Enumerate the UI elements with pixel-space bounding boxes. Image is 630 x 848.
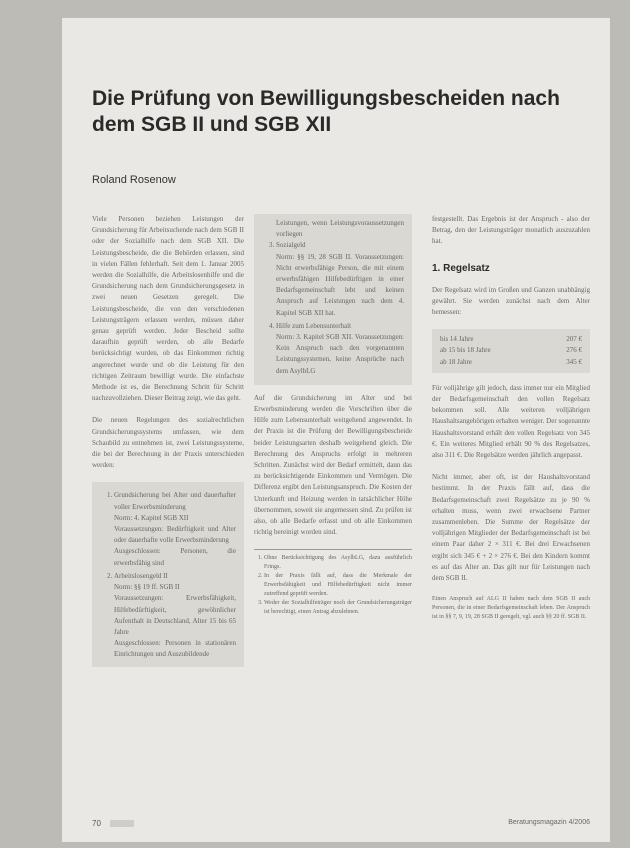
text-column-left xyxy=(92,214,244,675)
document-page xyxy=(62,18,610,842)
table-row: ab 15 bis 18 Jahre 276 € xyxy=(440,346,582,355)
body-paragraph: Nicht immer, aber oft, ist der Haushaltsvorstand bestimmt. In der Praxis fällt auf, dass die Bedarfsgemeinschaft zwei Regelsätze zu je 90 % erhalten muss, wenn zwei erwachsene Partner zusammenleben. Die Summe der Regelsätze der volljährigen Mitglieder der Bedarfsgemeinschaft ist bei einem Paar daher 2 × 311 €. Bei drei Erwachsenen ergibt sich 345 € + 2 × 276 €. Bei den Kindern kommt es auf das Alter an. Das gilt nur für Leistungen nach dem SGB II. xyxy=(432,473,590,583)
page-number-marker xyxy=(110,820,134,827)
footnote: Einen Anspruch auf ALG II haben nach dem SGB II auch Personen, die in einer Bedarfsgemeinschaft leben. Der Anspruch ist in §§ 7, 9, 19, 28 SGB II geregelt, vgl. auch §§ 20 ff. SGB II. xyxy=(432,596,590,621)
body-paragraph: Für volljährige gilt jedoch, dass immer nur ein Mitglied der Bedarfsgemeinschaft den vollen Regelsatz bekommen soll. Alle weiteren volljährigen Haushaltsangehörigen erhalten weniger. Der sogenannte Haushaltsvorstand erhält den vollen Regelsatz von 345 €. Ein weiteres Mitglied erhält 90 % des Regelsatzes, also 311 €. Die Regelsätze werden jährlich angepasst. xyxy=(432,383,590,460)
text-column-middle xyxy=(254,214,412,617)
footnote: 1. Ohne Berücksichtigung des AsylbLG, dazu ausführlich Frings. xyxy=(264,554,412,572)
article-title: Die Prüfung von Bewilligungsbescheiden nach dem SGB II und SGB XII xyxy=(92,87,560,136)
body-paragraph: Der Regelsatz wird im Großen und Ganzen unabhängig gewährt. Sie werden zunächst nach dem Alter bemessen: xyxy=(432,285,590,317)
list-item: 1. Grundsicherung bei Alter und dauerhafter voller Erwerbsminderung Norm: 4. Kapitel SGB XII Voraussetzungen: Bedürftigkeit und Alter oder dauerhafte volle Erwerbsminderung Ausgeschlossen: Personen, die erwerbsfähig sind xyxy=(114,490,236,568)
list-item: 3. Sozialgeld Norm: §§ 19, 28 SGB II. Voraussetzungen: Nicht erwerbsfähige Person, die mit einem erwerbsfähigen Hilfebedürftigen in einer Bedarfsgemeinschaft lebt und keinen Anspruch auf Leistungen nach dem 4. Kapitel SGB XII hat. xyxy=(276,240,404,318)
text-column-right xyxy=(432,214,590,622)
footnote: 2. In der Praxis fällt auf, dass die Merkmale der Erwerbsfähigkeit und Hilfebedürftigkeit nicht immer zutreffend geprüft werden. xyxy=(264,572,412,599)
journal-footer: Beratungsmagazin 4/2006 xyxy=(508,819,590,826)
author-name: Roland Rosenow xyxy=(92,174,176,186)
body-paragraph: Auf die Grundsicherung im Alter und bei Erwerbsminderung werden die Vorschriften über die Hilfe zum Lebensunterhalt weitgehend angewendet. In der Praxis ist die Prüfung der Bewilligungsbescheide beider Leistungsarten deshalb weitgehend gleich. Die Berechnung des Anspruchs erfolgt in mehreren Schritten. Zunächst wird der Bedarf ermittelt, dann das zu berücksichtigende Einkommen und Vermögen. Die Differenz ergibt den Leistungsanspruch. Die Kosten der Unterkunft und Heizung werden in tatsächlicher Höhe übernommen, soweit sie angemessen sind. Zu prüfen ist also, ob alle Bedarfe erfasst und ob alle Einkommen richtig bereinigt worden sind. xyxy=(254,393,412,537)
benefit-systems-box-continued: Leistungen, wenn Leistungsvoraussetzungen vorliegen 3. Sozialgeld Norm: §§ 19, 28 SGB II. Voraussetzungen: Nicht erwerbsfähige Person, die mit einem erwerbsfähigen Hilfebedürftigen in einer Bedarfsgemeinschaft lebt und keinen Anspruch auf Leistungen nach dem 4. Kapitel SGB XII hat. 4. Hilfe zum Lebensunterhalt Norm: 3. Kapitel SGB XII. Voraussetzungen: Kein Anspruch nach den vorgenannten Leistungssystemen, keine Ansprüche nach dem AsylbLG xyxy=(254,214,412,385)
body-paragraph: festgestellt. Das Ergebnis ist der Anspruch - also der Betrag, den der Leistungsträger monatlich auszuzahlen hat. xyxy=(432,215,590,246)
footnotes xyxy=(254,549,412,617)
table-row: bis 14 Jahre 207 € xyxy=(440,335,582,344)
benefit-systems-box xyxy=(92,482,244,666)
table-row: ab 18 Jahre 345 € xyxy=(440,357,582,366)
body-paragraph: Die neuen Regelungen des sozialrechtlichen Grundsicherungssystems umfassen, wie dem Schaubild zu entnehmen ist, zwei Leistungssysteme, die bei der Berechnung in der Praxis unterschieden werden: xyxy=(92,416,244,470)
regelsatz-table xyxy=(432,329,590,373)
intro-paragraph: Viele Personen beziehen Leistungen der Grundsicherung für Arbeitsuchende nach dem SGB II oder der Sozialhilfe nach dem SGB XII. Die Leistungsbescheide, die die Behörden erlassen, sind in vielen Fällen fehlerhaft. Seit dem 1. Januar 2005 werden die Sozialhilfe, die Arbeitslosenhilfe und die Grundsicherung nach dem Grundsicherungsgesetz in zwei neuen Gesetzen geregelt. Die Leistungsbescheide, die von den verschiedenen Leistungsträgern erlassen werden, müssen daher genau geprüft werden. Jeder Bescheid sollte daraufhin geprüft werden, ob alle Bedarfe berücksichtigt wurden, ob das Einkommen richtig angerechnet wurde und ob die Leistung für den richtigen Zeitraum bewilligt wurde. Die einfachste Methode ist es, die Berechnung Schritt für Schritt nachzuvollziehen. Dieser Beitrag zeigt, wie das geht. xyxy=(92,215,244,403)
section-heading: 1. Regelsatz xyxy=(432,262,490,274)
list-item: 2. Arbeitslosengeld II Norm: §§ 19 ff. SGB II Voraussetzungen: Erwerbsfähigkeit, Hilfebedürftigkeit, gewöhnlicher Aufenthalt in Deutschland, Alter 15 bis 65 Jahre Ausgeschlossen: Personen in stationären Einrichtungen und Auszubildende xyxy=(114,571,236,661)
footnote: 3. Weder der Sozialhilfeträger noch der Grundsicherungsträger ist berechtigt, einen Antrag abzulehnen. xyxy=(264,599,412,617)
list-item: 4. Hilfe zum Lebensunterhalt Norm: 3. Kapitel SGB XII. Voraussetzungen: Kein Anspruch nach den vorgenannten Leistungssystemen, keine Ansprüche nach dem AsylbLG xyxy=(276,321,404,377)
page-number: 70 xyxy=(92,819,101,828)
